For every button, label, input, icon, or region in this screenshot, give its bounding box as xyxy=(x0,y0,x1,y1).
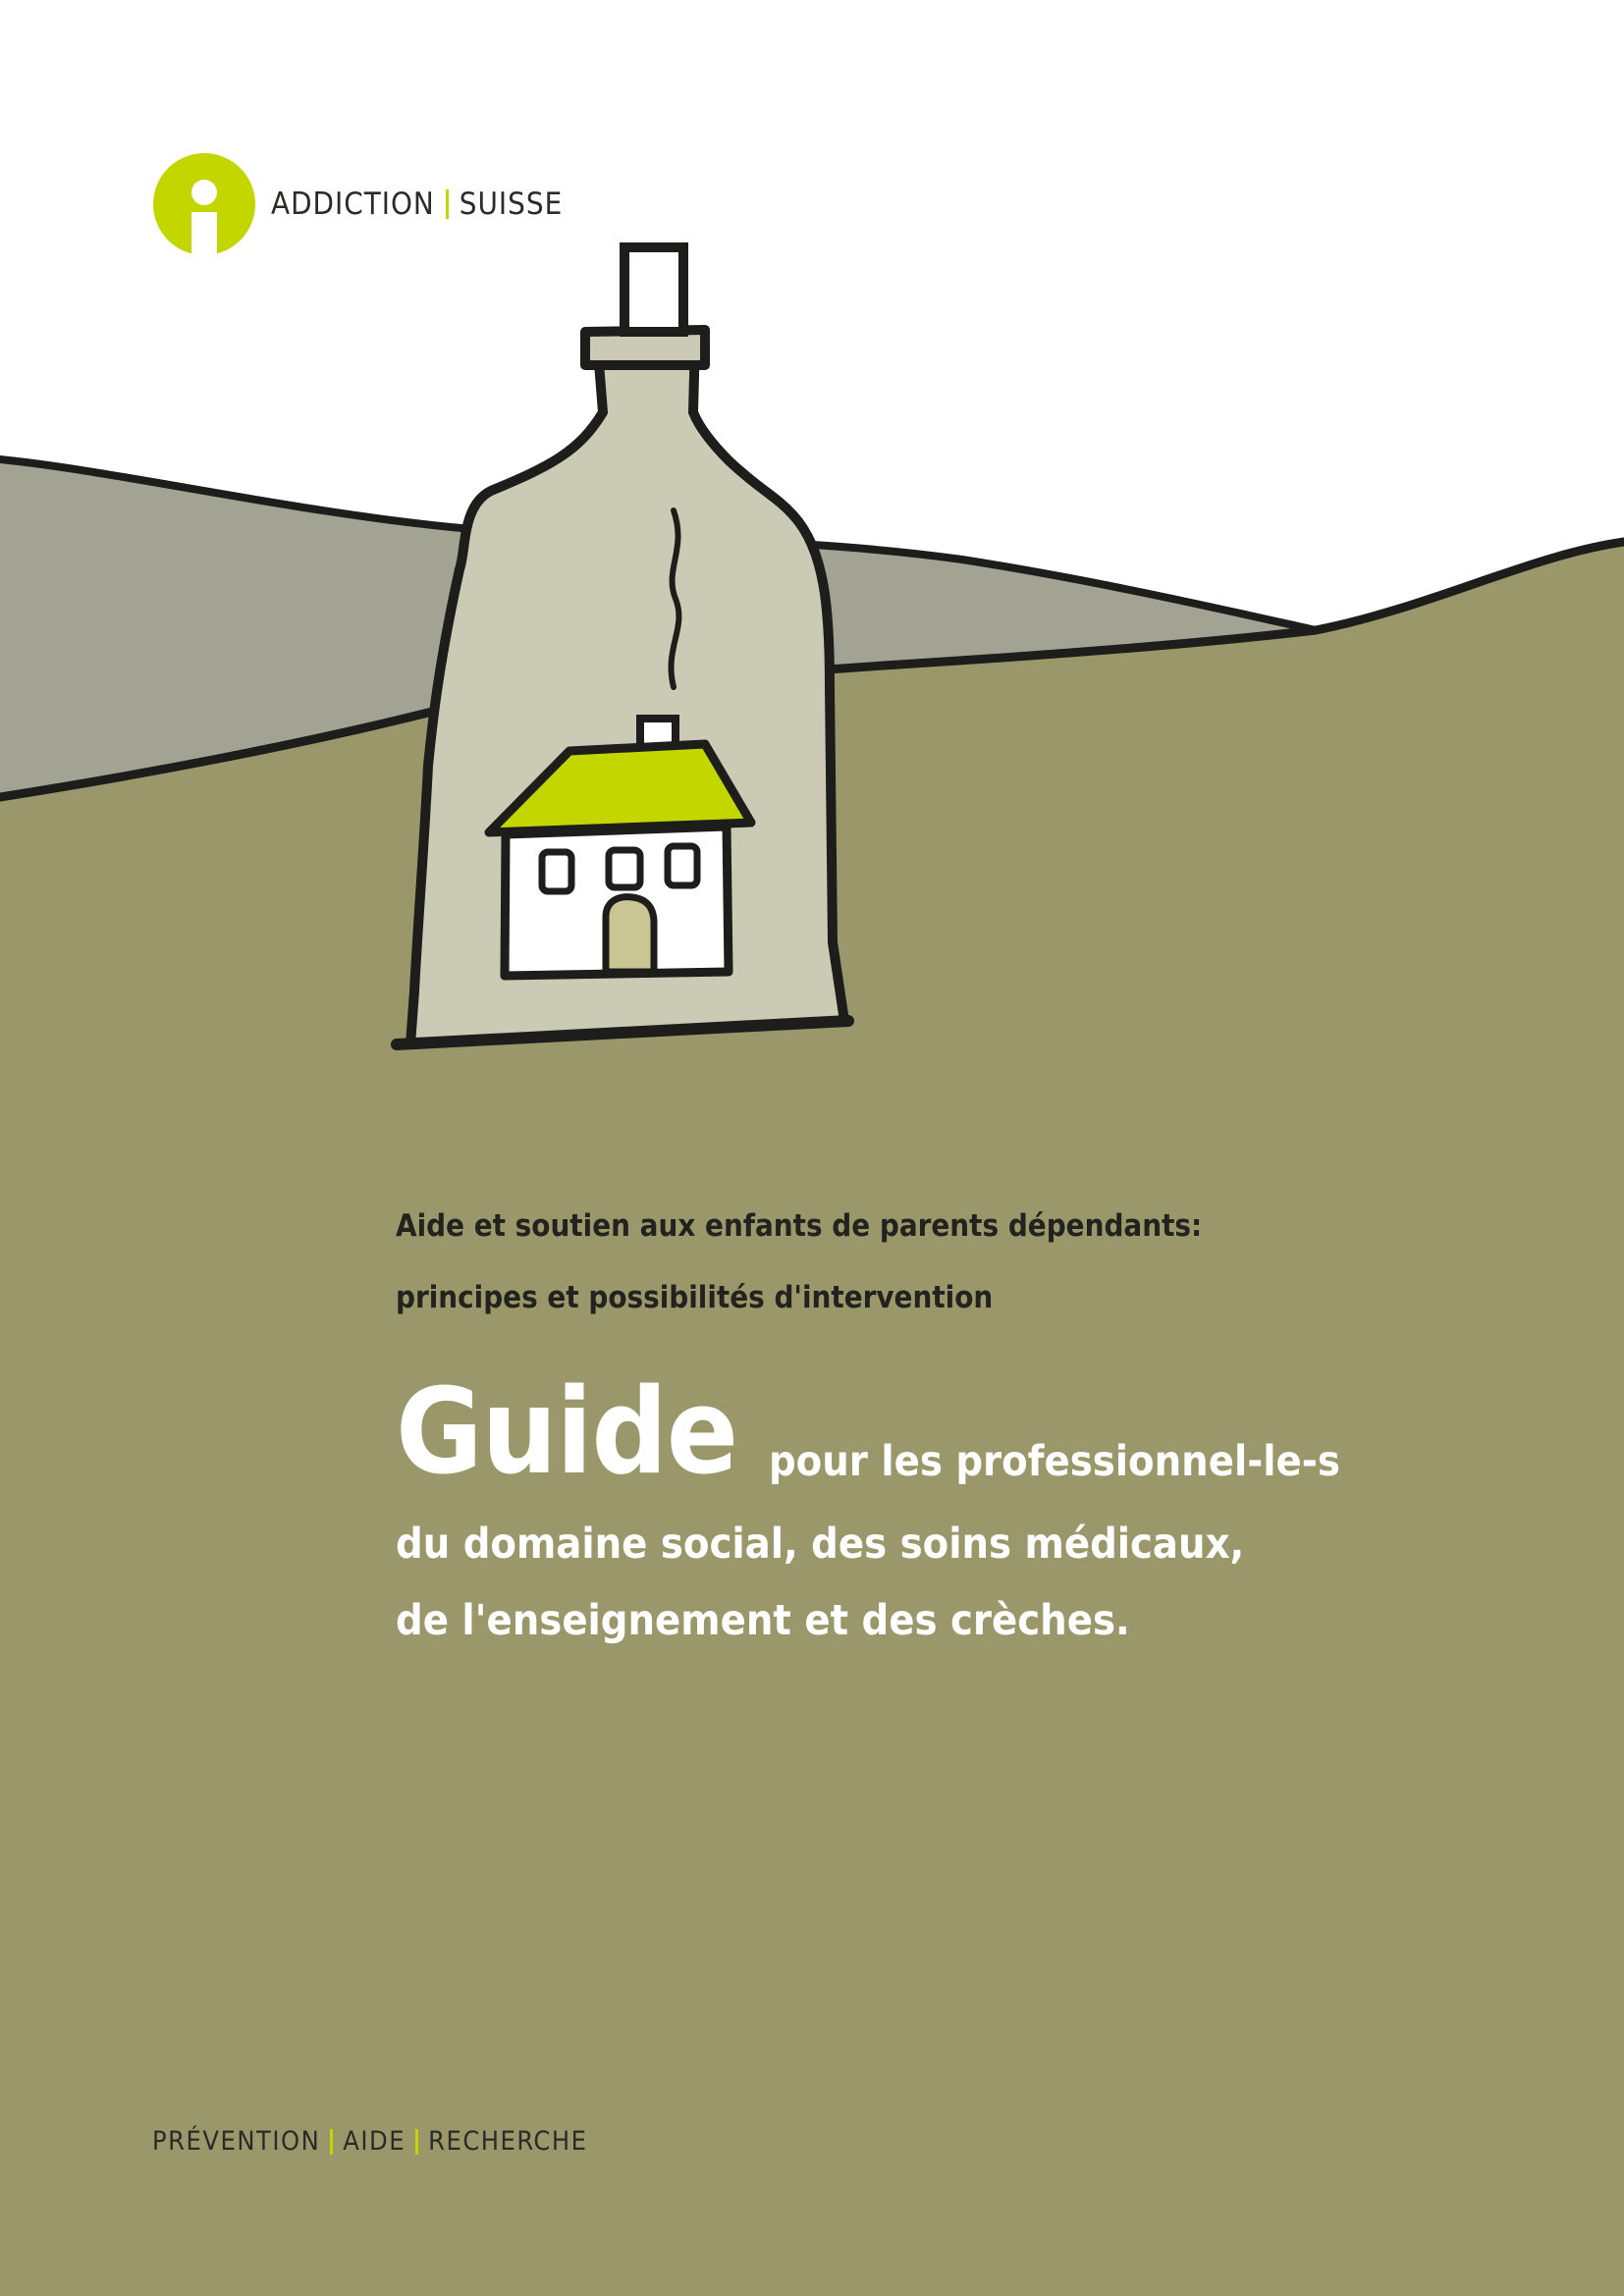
bottle xyxy=(397,247,848,1044)
brand-name-right: SUISSE xyxy=(459,187,564,222)
house-window xyxy=(609,850,640,887)
subtitle-line-1: Aide et soutien aux enfants de parents dépendants: xyxy=(396,1208,1203,1244)
brand-logo xyxy=(153,153,563,255)
headline-line-1-rest: pour les professionnel-le-s xyxy=(768,1437,1340,1486)
footer-separator xyxy=(330,2129,333,2155)
brand-separator xyxy=(446,189,449,219)
house-window xyxy=(668,846,697,885)
footer-item-prevention: PRÉVENTION xyxy=(152,2126,321,2157)
house-door xyxy=(606,897,654,972)
footer-tagline xyxy=(152,2126,588,2157)
house-window xyxy=(542,852,571,891)
brand-wordmark xyxy=(271,187,563,222)
subtitle-line-2: principes et possibilités d'intervention xyxy=(396,1280,994,1315)
headline-line-1 xyxy=(396,1364,1554,1501)
footer-item-recherche: RECHERCHE xyxy=(428,2126,588,2157)
headline-line-3: de l'enseignement et des crèches. xyxy=(396,1596,1130,1645)
headline xyxy=(396,1364,1554,1645)
brand-name-left: ADDICTION xyxy=(271,187,435,222)
headline-line-2: du domaine social, des soins médicaux, xyxy=(396,1520,1245,1569)
footer-separator xyxy=(415,2129,418,2155)
addiction-suisse-logo-icon xyxy=(153,153,255,255)
footer-item-aide: AIDE xyxy=(343,2126,406,2157)
headline-guide-word: Guide xyxy=(396,1364,737,1501)
bottle-cork xyxy=(624,247,683,332)
